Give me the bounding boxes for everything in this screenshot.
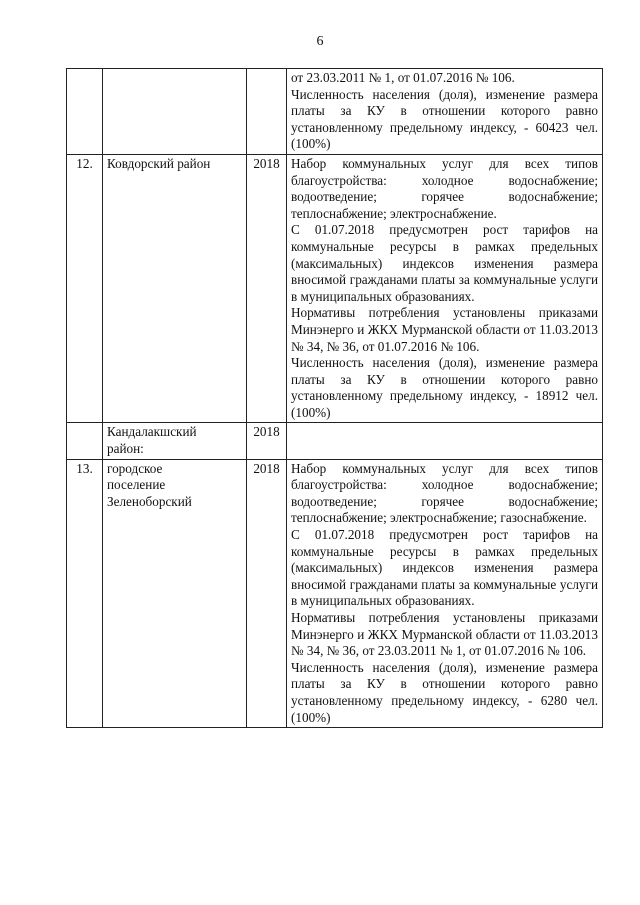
municipality-name xyxy=(103,459,247,728)
municipality-name-line: Зеленоборский xyxy=(107,493,192,509)
description-paragraph: Численность населения (доля), изменение размера платы за КУ в отношении которого равно установленному предельному индексу, - 60423 чел. (100%) xyxy=(291,86,598,152)
municipality-name-line: городское xyxy=(107,460,163,476)
description-paragraph: С 01.07.2018 предусмотрен рост тарифов на коммунальные ресурсы в рамках предельных (максимальных) индексов изменения размера вносимой гражданами платы за коммунальные услуги в муниципальных образованиях. xyxy=(291,527,598,609)
description-cell xyxy=(287,423,603,459)
description-paragraph: С 01.07.2018 предусмотрен рост тарифов на коммунальные ресурсы в рамках предельных (максимальных) индексов изменения размера вносимой гражданами платы за коммунальные услуги в муниципальных образованиях. xyxy=(291,222,598,304)
description-paragraph: Численность населения (доля), изменение размера платы за КУ в отношении которого равно установленному предельному индексу, - 18912 чел. (100%) xyxy=(291,355,598,420)
description-paragraph: Набор коммунальных услуг для всех типов благоустройства: холодное водоснабжение; водоотведение; горячее водоснабжение; теплоснабжение; электроснабжение. xyxy=(291,155,598,221)
description-cell xyxy=(287,154,603,423)
municipality-name xyxy=(103,154,247,423)
municipality-name-line: поселение xyxy=(107,477,166,493)
year-cell xyxy=(247,69,287,155)
municipality-name-line: Кандалакшский xyxy=(107,424,197,440)
municipality-name-line: Ковдорский район xyxy=(107,155,211,171)
row-number: 12. xyxy=(67,154,103,423)
row-number xyxy=(67,69,103,155)
table-row xyxy=(67,154,603,423)
tariff-table xyxy=(66,68,603,728)
table-row xyxy=(67,69,603,155)
description-cell xyxy=(287,69,603,155)
description-paragraph: Нормативы потребления установлены приказами Минэнерго и ЖКХ Мурманской области от 11.03.2013 № 34, № 36, от 01.07.2016 № 106. xyxy=(291,305,598,354)
year-cell: 2018 xyxy=(247,423,287,459)
description-cell xyxy=(287,459,603,728)
table-row xyxy=(67,423,603,459)
page-number: 6 xyxy=(316,34,324,49)
table-row xyxy=(67,459,603,728)
row-number xyxy=(67,423,103,459)
description-paragraph: Нормативы потребления установлены приказами Минэнерго и ЖКХ Мурманской области от 11.03.2013 № 34, № 36, от 23.03.2011 № 1, от 01.07.2016 № 106. xyxy=(291,610,598,659)
municipality-name-line: район: xyxy=(107,441,144,457)
year-cell: 2018 xyxy=(247,459,287,728)
year-cell: 2018 xyxy=(247,154,287,423)
municipality-name xyxy=(103,423,247,459)
description-paragraph: от 23.03.2011 № 1, от 01.07.2016 № 106. xyxy=(291,70,515,85)
description-paragraph: Набор коммунальных услуг для всех типов благоустройства: холодное водоснабжение; водоотведение; горячее водоснабжение; теплоснабжение; электроснабжение; газоснабжение. xyxy=(291,460,598,526)
municipality-name xyxy=(103,69,247,155)
row-number: 13. xyxy=(67,459,103,728)
description-paragraph: Численность населения (доля), изменение размера платы за КУ в отношении которого равно установленному предельному индексу, - 6280 чел. (100%) xyxy=(291,659,598,725)
